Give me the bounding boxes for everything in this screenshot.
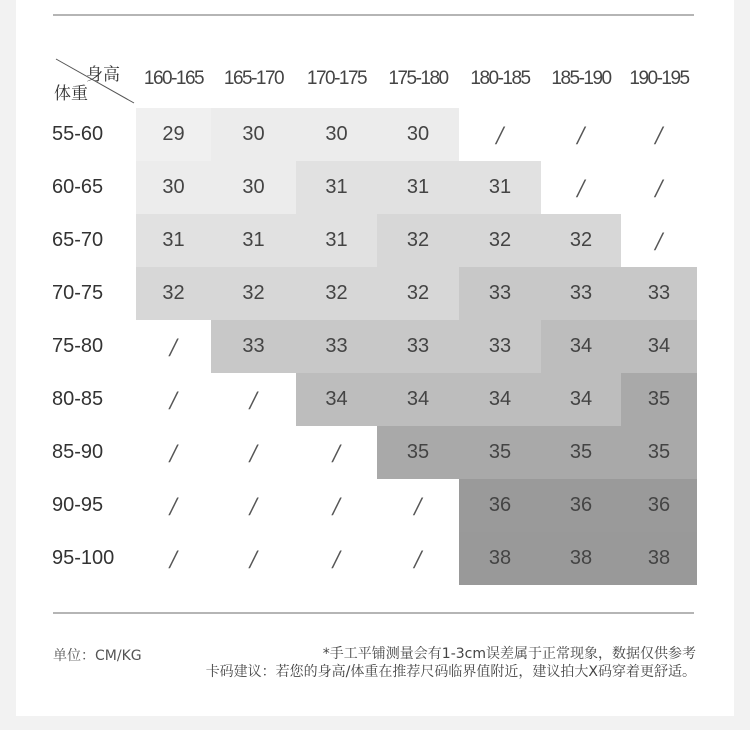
size-cell: 36 [541,479,621,532]
size-cell: 31 [459,161,541,214]
weight-row-header: 60-65 [52,175,104,198]
size-cell-unavailable: / [332,546,341,571]
size-cell-unavailable: / [332,440,341,465]
size-cell: 38 [459,532,541,585]
size-cell: 30 [211,108,296,161]
size-cell: 32 [377,267,459,320]
size-cell-unavailable: / [577,175,585,200]
size-cell: 33 [459,320,541,373]
weight-row-header: 65-70 [52,228,104,251]
bottom-divider [53,612,694,614]
size-cell-unavailable: / [169,440,178,465]
weight-row-header: 80-85 [52,387,104,410]
height-column-header: 165-170 [223,68,284,89]
measurement-note: *手工平铺测量会有1-3cm误差属于正常现象，数据仅供参考 [322,646,696,662]
size-cell: 34 [621,320,697,373]
size-cell-unavailable: / [249,387,258,412]
size-cell: 31 [377,161,459,214]
size-cell: 33 [621,267,697,320]
size-cell-unavailable: / [169,334,178,359]
size-cell: 30 [136,161,211,214]
size-cell: 31 [211,214,296,267]
size-cell: 32 [377,214,459,267]
size-cell-unavailable: / [655,175,663,200]
weight-row-header: 55-60 [52,122,104,145]
size-cell: 38 [621,532,697,585]
size-cell: 33 [211,320,296,373]
size-cell-unavailable: / [249,440,258,465]
size-cell: 35 [541,426,621,479]
weight-row-header: 90-95 [52,493,104,516]
unit-label: 单位：CM/KG [53,648,142,664]
weight-row-header: 95-100 [52,546,115,569]
height-column-header: 190-195 [629,68,689,89]
size-cell: 35 [621,373,697,426]
weight-row-header: 75-80 [52,334,104,357]
size-cell-unavailable: / [496,122,504,147]
size-cell: 36 [459,479,541,532]
size-cell-unavailable: / [332,493,341,518]
size-cell: 32 [459,214,541,267]
size-cell: 29 [136,108,211,161]
height-column-header: 170-175 [306,68,367,89]
weight-row-header: 85-90 [52,440,104,463]
size-cell: 35 [377,426,459,479]
size-cell: 34 [541,373,621,426]
corner-header [54,58,136,104]
size-cell: 31 [296,161,377,214]
size-cell: 31 [136,214,211,267]
height-column-header: 180-185 [470,68,530,89]
size-cell: 32 [211,267,296,320]
height-axis-label: 身高 [86,65,120,85]
size-cell-unavailable: / [577,122,585,147]
size-cell: 30 [377,108,459,161]
size-cell: 34 [459,373,541,426]
height-column-header: 175-180 [388,68,448,89]
size-cell: 31 [296,214,377,267]
size-cell: 34 [541,320,621,373]
height-column-header: 160-165 [143,68,204,89]
top-divider [53,14,694,16]
size-cell: 34 [296,373,377,426]
height-column-header: 185-190 [551,68,611,89]
size-cell-unavailable: / [655,122,663,147]
size-cell: 34 [377,373,459,426]
size-cell: 33 [377,320,459,373]
size-chart-card [16,0,734,716]
size-cell-unavailable: / [169,493,178,518]
size-cell-unavailable: / [414,546,422,571]
size-cell-unavailable: / [249,546,258,571]
size-cell: 30 [211,161,296,214]
size-cell: 35 [459,426,541,479]
size-cell-unavailable: / [655,228,663,253]
sizing-advice-note: 卡码建议：若您的身高/体重在推荐尺码临界值附近，建议拍大X码穿着更舒适。 [205,664,696,680]
size-cell-unavailable: / [169,546,178,571]
size-cell-unavailable: / [249,493,258,518]
weight-axis-label: 体重 [54,84,88,104]
size-cell: 33 [459,267,541,320]
size-cell: 38 [541,532,621,585]
size-cell-unavailable: / [414,493,422,518]
size-cell: 36 [621,479,697,532]
size-cell: 32 [541,214,621,267]
size-cell: 32 [136,267,211,320]
weight-row-header: 70-75 [52,281,104,304]
size-cell: 30 [296,108,377,161]
size-cell: 35 [621,426,697,479]
size-cell: 33 [296,320,377,373]
size-cell: 32 [296,267,377,320]
size-cell: 33 [541,267,621,320]
size-cell-unavailable: / [169,387,178,412]
